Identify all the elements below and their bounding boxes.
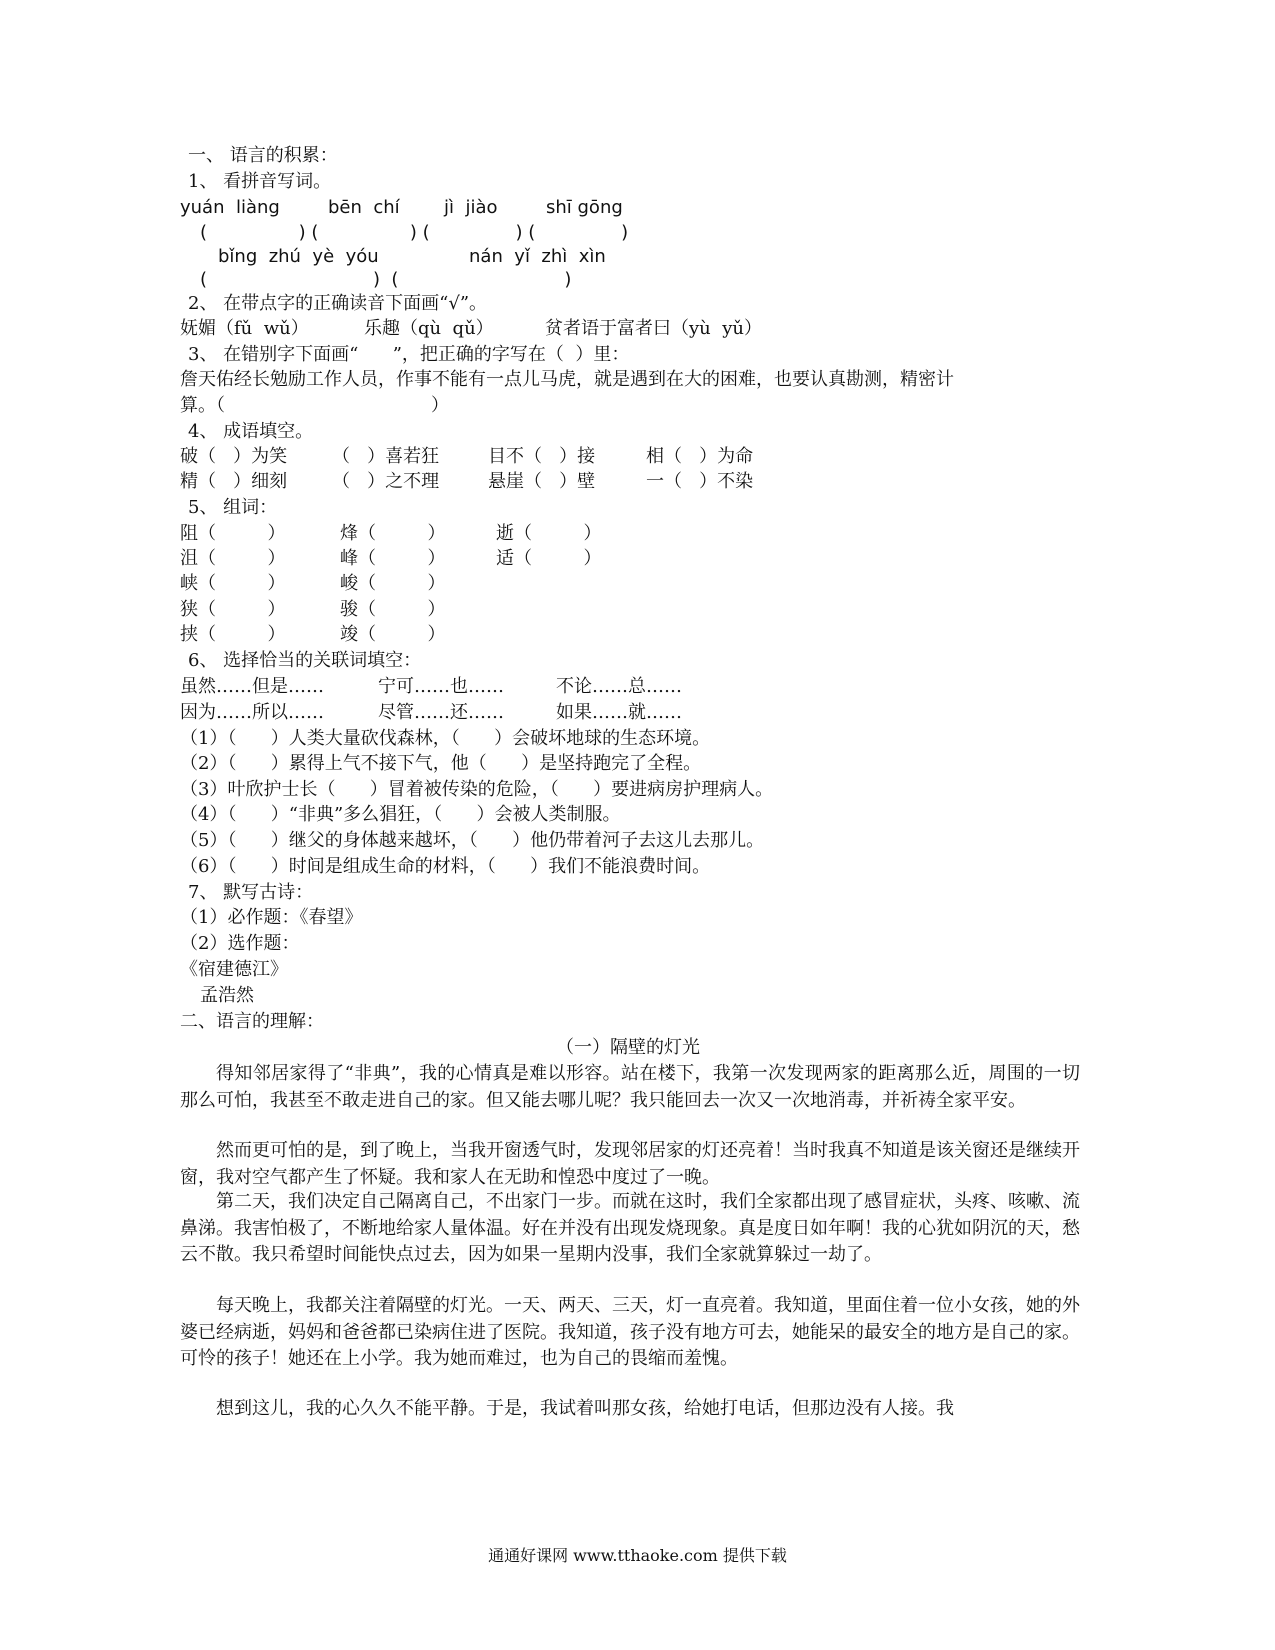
idiom-6: （ ）之不理 [332, 471, 440, 492]
answer-parens-row1[interactable]: ( ) ( ) ( ) ( ) [200, 222, 629, 243]
word-group-5: 挟（ ） [180, 624, 286, 645]
page-footer: 通通好课网 www.tthaoke.com 提供下载 [488, 1546, 787, 1565]
q6-sentence-4: （4）（ ）“非典”多么猖狂，（ ）会被人类制服。 [180, 804, 621, 825]
word-group-4: 狭（ ） [180, 599, 286, 620]
idiom-4: 相（ ）为命 [646, 446, 754, 467]
word-group-1: 阻（ ） [180, 523, 286, 544]
idiom-3: 目不（ ）接 [488, 446, 596, 467]
section2-title: 二、语言的理解： [180, 1011, 324, 1032]
q2-item-3: 贫者语于富者曰（yù yǔ） [545, 318, 762, 339]
poem-author: 孟浩然 [200, 985, 254, 1006]
q7-item-1: （1）必作题：《春望》 [180, 907, 363, 928]
q7-title: 7、 默写古诗： [188, 882, 314, 903]
idiom-5: 精（ ）细刻 [180, 471, 288, 492]
q3-title: 3、 在错别字下面画“ ”，把正确的字写在（ ）里： [188, 344, 630, 365]
idiom-8: 一（ ）不染 [646, 471, 754, 492]
q2-item-1: 妩媚（fǔ wǔ） [180, 318, 309, 339]
q6-sentence-3: （3）叶欣护士长（ ）冒着被传染的危险，（ ）要进病房护理病人。 [180, 779, 774, 800]
word-group-6: 烽（ ） [340, 523, 446, 544]
q2-item-2: 乐趣（qù qǔ） [364, 318, 494, 339]
q2-title: 2、 在带点字的正确读音下面画“√”。 [188, 293, 488, 314]
pinyin-benchi: bēn chí [328, 197, 400, 218]
connective-2: 宁可……也…… [378, 676, 504, 697]
q3-text-line2: 算。（ ） [180, 395, 449, 416]
word-group-10: 竣（ ） [340, 624, 446, 645]
passage-paragraph-3: 第二天，我们决定自己隔离自己，不出家门一步。而就在这时，我们全家都出现了感冒症状，头疼、咳嗽、流鼻涕。我害怕极了，不断地给家人量体温。好在并没有出现发烧现象。真是度日如年啊！我的心犹如阴沉的天，愁云不散。我只希望时间能快点过去，因为如果一星期内没事，我们全家就算躲过一劫了。 [180, 1191, 1080, 1265]
passage-paragraph-2: 然而更可怕的是，到了晚上，当我开窗透气时，发现邻居家的灯还亮着！当时我真不知道是该关窗还是继续开窗，我对空气都产生了怀疑。我和家人在无助和惶恐中度过了一晚。 [180, 1140, 1080, 1188]
q6-sentence-2: （2）（ ）累得上气不接下气，他（ ）是坚持跑完了全程。 [180, 753, 702, 774]
word-group-9: 骏（ ） [340, 599, 446, 620]
q7-item-2: （2）选作题： [180, 933, 300, 954]
passage-paragraph-1: 得知邻居家得了“非典”，我的心情真是难以形容。站在楼下，我第一次发现两家的距离那么近，周围的一切那么可怕，我甚至不敢走进自己的家。但又能去哪儿呢？我只能回去一次又一次地消毒，并祈祷全家平安。 [180, 1063, 1080, 1111]
section1-title: 一、 语言的积累： [188, 145, 338, 166]
poem-title: 《宿建德江》 [180, 959, 288, 980]
word-group-7: 峰（ ） [340, 548, 446, 569]
connective-4: 因为……所以…… [180, 702, 324, 723]
idiom-7: 悬崖（ ）壁 [488, 471, 596, 492]
pinyin-bingzhuyeyou: bǐng zhú yè yóu [218, 246, 379, 267]
word-group-2: 沮（ ） [180, 548, 286, 569]
pinyin-yuanliang: yuán liàng [180, 197, 280, 218]
pinyin-shigong: shī gōng [546, 197, 623, 218]
word-group-11: 逝（ ） [496, 523, 602, 544]
q5-title: 5、 组词： [188, 497, 278, 518]
q1-title: 1、 看拼音写词。 [188, 171, 332, 192]
passage-paragraph-4: 每天晚上，我都关注着隔壁的灯光。一天、两天、三天，灯一直亮着。我知道，里面住着一位小女孩，她的外婆已经病逝，妈妈和爸爸都已染病住进了医院。我知道，孩子没有地方可去，她能呆的最安全的地方是自己的家。可怜的孩子！她还在上小学。我为她而难过，也为自己的畏缩而羞愧。 [180, 1295, 1080, 1369]
word-group-12: 适（ ） [496, 548, 602, 569]
connective-3: 不论……总…… [556, 676, 682, 697]
connective-5: 尽管……还…… [378, 702, 504, 723]
passage-title: （一）隔壁的灯光 [556, 1037, 700, 1058]
q6-sentence-6: （6）（ ）时间是组成生命的材料，（ ）我们不能浪费时间。 [180, 856, 711, 877]
q6-title: 6、 选择恰当的关联词填空： [188, 650, 422, 671]
passage-paragraph-5: 想到这儿，我的心久久不能平静。于是，我试着叫那女孩，给她打电话，但那边没有人接。我 [216, 1398, 954, 1419]
answer-parens-row2[interactable]: ( ) ( ) [200, 269, 572, 290]
q4-title: 4、 成语填空。 [188, 421, 314, 442]
word-group-8: 峻（ ） [340, 573, 446, 594]
idiom-2: （ ）喜若狂 [332, 446, 440, 467]
q6-sentence-5: （5）（ ）继父的身体越来越坏，（ ）他仍带着河子去这儿去那儿。 [180, 830, 765, 851]
pinyin-jijiao: jì jiào [444, 197, 498, 218]
idiom-1: 破（ ）为笑 [180, 446, 288, 467]
q6-sentence-1: （1）（ ）人类大量砍伐森林，（ ）会破坏地球的生态环境。 [180, 728, 711, 749]
q3-text-line1: 詹天佑经长勉励工作人员，作事不能有一点儿马虎，就是遇到在大的困难，也要认真勘测，精密计 [180, 369, 954, 390]
connective-1: 虽然……但是…… [180, 676, 324, 697]
word-group-3: 峡（ ） [180, 573, 286, 594]
pinyin-nanyizhixin: nán yǐ zhì xìn [469, 246, 606, 267]
connective-6: 如果……就…… [556, 702, 682, 723]
